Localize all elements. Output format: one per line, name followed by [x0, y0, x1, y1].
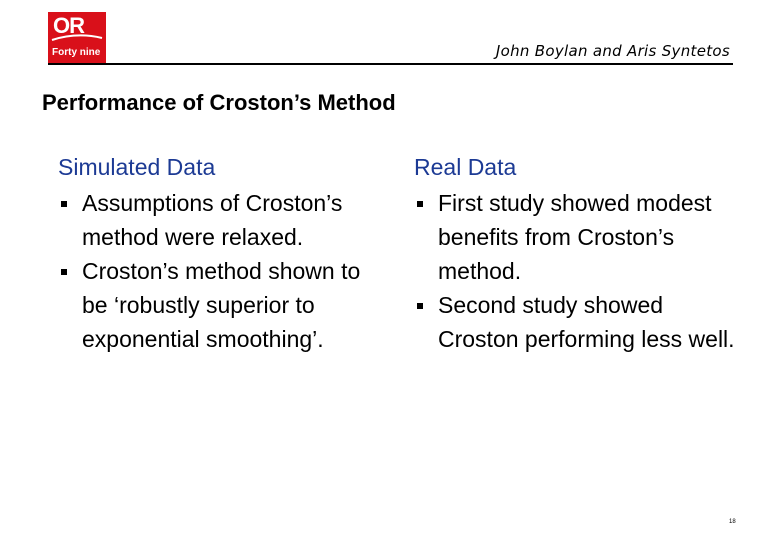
square-bullet-icon	[417, 201, 423, 207]
page-number: 18	[729, 519, 736, 525]
logo-text-or: OR	[53, 13, 84, 38]
logo-text-forty-nine: Forty nine	[52, 47, 101, 58]
list-item-text: Croston’s method shown to be ‘robustly superior to exponential smoothing’.	[82, 258, 361, 352]
author-names: John Boylan and Aris Syntetos	[495, 42, 730, 60]
list-item	[414, 288, 744, 356]
header-divider	[48, 63, 733, 65]
square-bullet-icon	[417, 303, 423, 309]
slide-title: Performance of Croston’s Method	[42, 90, 396, 115]
list-item	[58, 186, 388, 254]
list-item-text: Assumptions of Croston’s method were relaxed.	[82, 190, 343, 250]
square-bullet-icon	[61, 269, 67, 275]
or-forty-nine-logo	[48, 12, 106, 64]
simulated-data-heading: Simulated Data	[58, 154, 216, 180]
real-data-list	[414, 186, 744, 356]
real-data-column	[414, 152, 744, 356]
list-item-text: Second study showed Croston performing less well.	[438, 292, 735, 352]
square-bullet-icon	[61, 201, 67, 207]
simulated-data-list	[58, 186, 388, 356]
logo-swoosh-icon	[50, 34, 104, 42]
list-item	[58, 254, 388, 356]
list-item-text: First study showed modest benefits from Croston’s method.	[438, 190, 712, 284]
simulated-data-column	[58, 152, 388, 356]
real-data-heading: Real Data	[414, 154, 517, 180]
list-item	[414, 186, 744, 288]
